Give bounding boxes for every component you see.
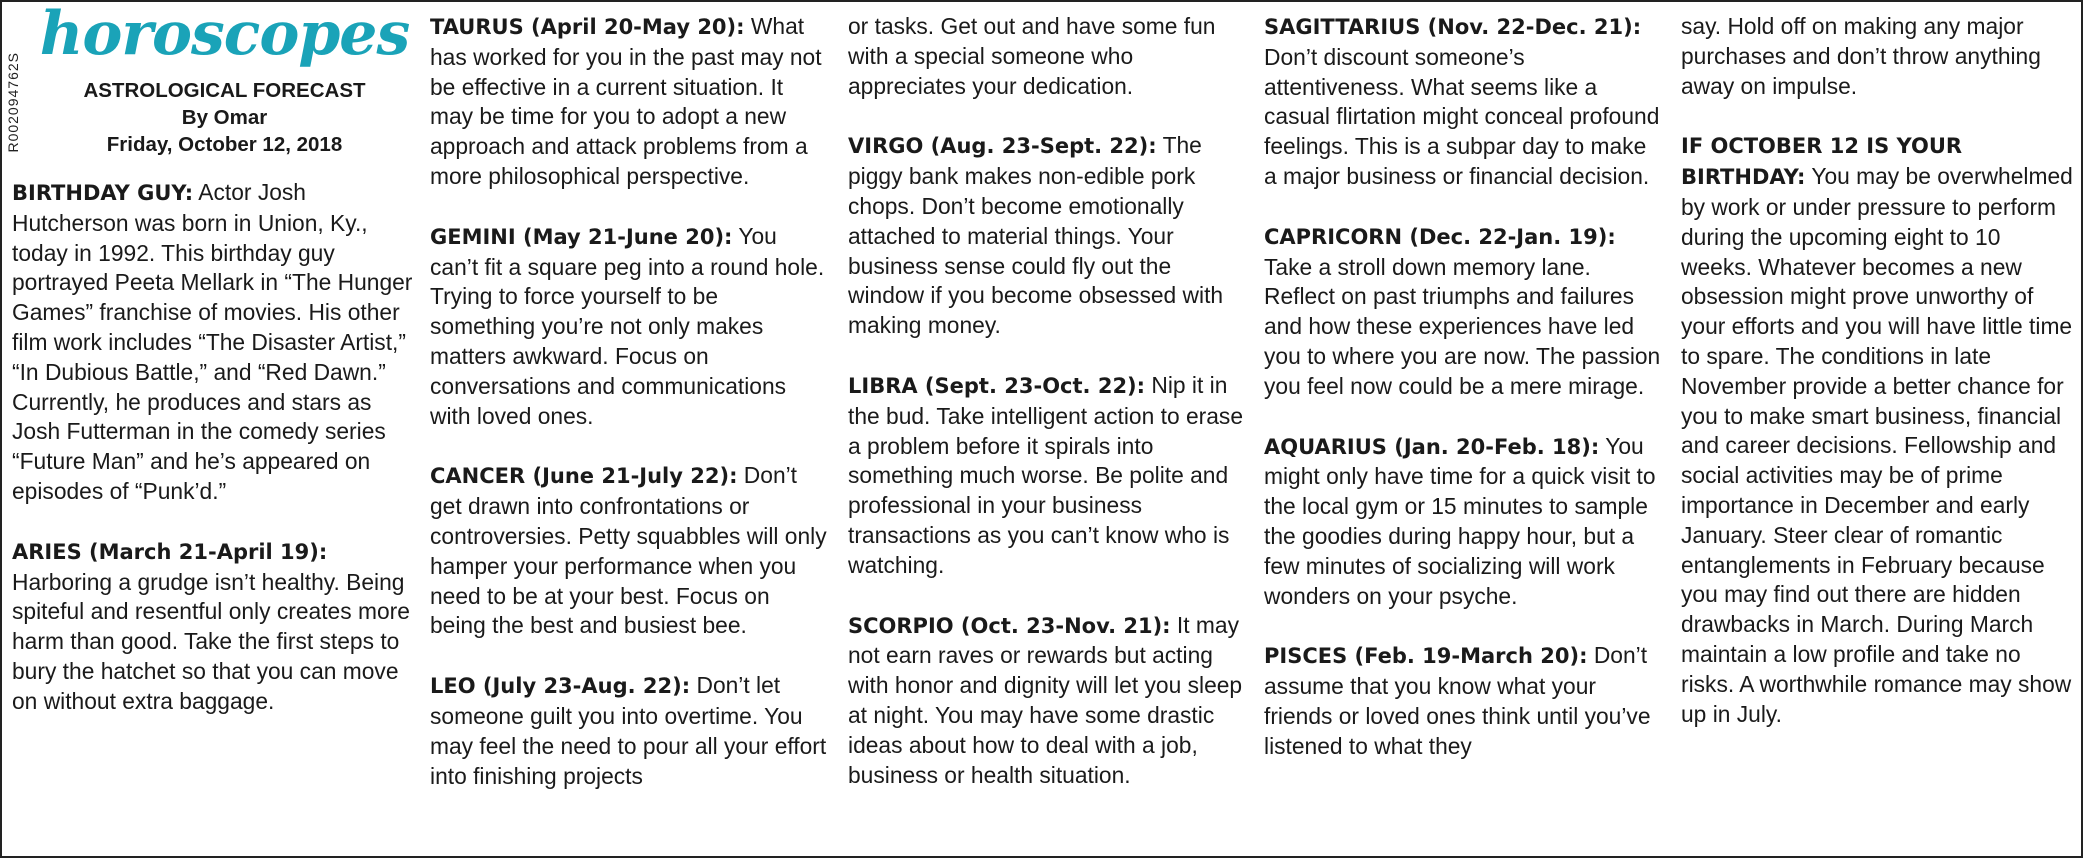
entry-text: What has worked for you in the past may not be effective in a current situation. It may be time for you to adopt a new approach and attack problems from a more philosophical perspective. xyxy=(430,13,822,189)
entry-heading: CAPRICORN (Dec. 22-Jan. 19): xyxy=(1264,224,1616,249)
entry-taurus xyxy=(430,12,828,192)
entry-text: You may be overwhelmed by work or under pressure to perform during the upcoming eight to 10 weeks. Whatever becomes a new obsession might prove unworthy of your efforts and you will have little time to spare. The conditions in late November provide a better chance for you to make smart business, financial and career decisions. Fellowship and social activities may be of prime importance in December and early January. Steer clear of romantic entanglements in February because you may find out there are hidden drawbacks in March. During March maintain a low profile and take no risks. A worthwhile romance may show up in July. xyxy=(1681,163,2073,727)
entry-gemini xyxy=(430,222,828,432)
entry-text: You might only have time for a quick visit to the local gym or 15 minutes to sample the goodies during happy hour, but a few minutes of socializing will work wonders on your psyche. xyxy=(1264,432,1656,609)
entry-heading: IF OCTOBER 12 IS YOUR BIRTHDAY: xyxy=(1681,134,1963,190)
entry-sagittarius xyxy=(1264,12,1664,192)
entry-virgo xyxy=(848,131,1248,341)
entry-heading: BIRTHDAY GUY: xyxy=(12,181,194,205)
date-line: Friday, October 12, 2018 xyxy=(106,133,343,156)
entry-heading: ARIES (March 21-April 19): xyxy=(12,539,328,564)
entry-heading: AQUARIUS (Jan. 20-Feb. 18): xyxy=(1264,434,1600,459)
column-1 xyxy=(12,2,417,858)
side-code: R002094762S xyxy=(5,52,21,153)
entry-leo xyxy=(430,671,828,791)
entry-text: Don’t discount someone’s attentiveness. What seems like a casual flirtation might conceal profound feelings. This is a subpar day to make a major business or financial decision. xyxy=(1264,43,1660,189)
entry-text: Don’t get drawn into confrontations or controversies. Petty squabbles will only hamper your performance when you need to be at your best. Focus on being the best and busiest bee. xyxy=(430,462,827,639)
entry-pisces-continued xyxy=(1681,12,2077,101)
entry-heading: SAGITTARIUS (Nov. 22-Dec. 21): xyxy=(1264,15,1642,39)
entry-aries xyxy=(12,537,417,717)
entry-heading: LIBRA (Sept. 23-Oct. 22): xyxy=(848,373,1146,398)
forecast-subtitle: ASTROLOGICAL FORECAST xyxy=(83,79,366,102)
entry-birthday-forecast xyxy=(1681,131,2077,729)
entry-heading: SCORPIO (Oct. 23-Nov. 21): xyxy=(848,613,1171,638)
horoscopes-logo: horoscopes xyxy=(39,2,410,69)
entry-capricorn xyxy=(1264,222,1664,402)
masthead xyxy=(12,2,417,158)
entry-heading: VIRGO (Aug. 23-Sept. 22): xyxy=(848,134,1157,159)
entry-scorpio xyxy=(848,611,1248,791)
entry-heading: CANCER (June 21-July 22): xyxy=(430,464,738,489)
entry-text: say. Hold off on making any major purchases and don’t throw anything away on impulse. xyxy=(1681,13,2041,99)
entry-heading: TAURUS (April 20-May 20): xyxy=(430,15,745,39)
entry-leo-continued xyxy=(848,12,1248,101)
column-5 xyxy=(1681,12,2077,858)
entry-heading: GEMINI (May 21-June 20): xyxy=(430,224,733,249)
column-2 xyxy=(430,12,828,858)
entry-text: Don’t let someone guilt you into overtime. You may feel the need to pour all your effort into finishing projects xyxy=(430,672,827,789)
entry-text: Nip it in the bud. Take intelligent action to erase a problem before it spirals into something much worse. Be polite and professional in your business transactions as you can’t know who is watching. xyxy=(848,371,1243,578)
entry-aquarius xyxy=(1264,432,1664,612)
entry-pisces xyxy=(1264,641,1664,761)
entry-text: Actor Josh Hutcherson was born in Union, Ky., today in 1992. This birthday guy portrayed Peeta Mellark in “The Hunger Games” franchise of movies. His other film work includes “The Disaster Artist,” “In Dubious Battle,” and “Red Dawn.” Currently, he produces and stars as Josh Futterman in the comedy series “Future Man” and he’s appeared on episodes of “Punk’d.” xyxy=(12,179,413,504)
entry-text: Harboring a grudge isn’t healthy. Being spiteful and resentful only creates more harm than good. Take the first steps to bury the hatchet so that you can move on without extra baggage. xyxy=(12,568,410,714)
column-3 xyxy=(848,12,1248,858)
entry-libra xyxy=(848,371,1248,581)
entry-text: Take a stroll down memory lane. Reflect on past triumphs and failures and how these experiences have led you to where you are now. The passion you feel now could be a mere mirage. xyxy=(1264,253,1661,399)
byline: By Omar xyxy=(181,106,268,129)
entry-birthday-guy xyxy=(12,178,417,507)
entry-text: It may not earn raves or rewards but acting with honor and dignity will let you sleep at night. You may have some drastic ideas about how to deal with a job, business or health situation. xyxy=(848,611,1243,788)
column-4 xyxy=(1264,12,1664,858)
entry-text: The piggy bank makes non-edible pork chops. Don’t become emotionally attached to material things. Your business sense could fly out the window if you become obsessed with making money. xyxy=(848,132,1224,339)
entry-cancer xyxy=(430,461,828,641)
entry-text: or tasks. Get out and have some fun with a special someone who appreciates your dedication. xyxy=(848,13,1216,99)
entry-text: You can’t fit a square peg into a round hole. Trying to force yourself to be something you’re not only makes matters awkward. Focus on conversations and communications with loved ones. xyxy=(430,222,825,429)
entry-heading: LEO (July 23-Aug. 22): xyxy=(430,674,691,699)
entry-text: Don’t assume that you know what your friends or loved ones think until you’ve listened to what they xyxy=(1264,642,1651,759)
entry-heading: PISCES (Feb. 19-March 20): xyxy=(1264,644,1588,669)
